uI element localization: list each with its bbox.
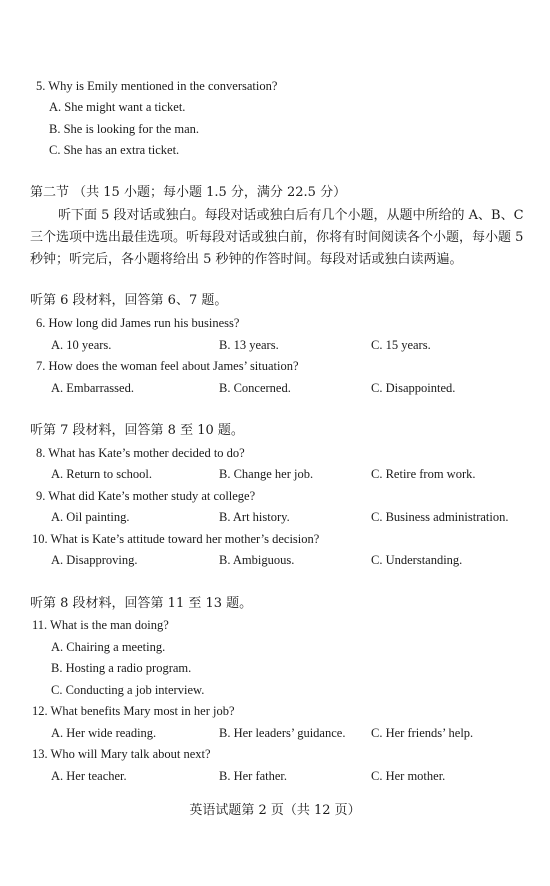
- material-8-intro: 听第 8 段材料，回答第 11 至 13 题。: [30, 596, 253, 611]
- q5-option-c: C. She has an extra ticket.: [49, 143, 180, 157]
- q9-option-b: B. Art history.: [219, 510, 290, 524]
- q13-option-c: C. Her mother.: [371, 769, 446, 783]
- section-heading: 第二节 （共 15 小题；每小题 1.5 分，满分 22.5 分）: [30, 185, 347, 200]
- section-instructions-line-1: 听下面 5 段对话或独白。每段对话或独白后有几个小题，从题中所给的 A、B、C: [58, 208, 524, 223]
- q9-question: 9. What did Kate’s mother study at college?: [36, 489, 256, 503]
- q9-option-c: C. Business administration.: [371, 510, 509, 524]
- q8-option-b: B. Change her job.: [219, 467, 314, 481]
- q7-question: 7. How does the woman feel about James’ situation?: [36, 359, 299, 373]
- q7-option-b: B. Concerned.: [219, 381, 291, 395]
- q7-option-c: C. Disappointed.: [371, 381, 456, 395]
- page-footer: 英语试题第 2 页（共 12 页）: [189, 803, 361, 818]
- q6-option-c: C. 15 years.: [371, 338, 431, 352]
- q6-option-b: B. 13 years.: [219, 338, 279, 352]
- q11-option-a: A. Chairing a meeting.: [51, 640, 166, 654]
- q5-question: 5. Why is Emily mentioned in the conversation?: [36, 79, 278, 93]
- q11-option-c: C. Conducting a job interview.: [51, 683, 205, 697]
- q10-question: 10. What is Kate’s attitude toward her mother’s decision?: [32, 532, 320, 546]
- q10-option-a: A. Disapproving.: [51, 553, 138, 567]
- q5-option-a: A. She might want a ticket.: [49, 100, 186, 114]
- q8-option-a: A. Return to school.: [51, 467, 153, 481]
- q10-option-c: C. Understanding.: [371, 553, 463, 567]
- section-instructions-line-3: 秒钟；听完后，各小题将给出 5 秒钟的作答时间。每段对话或独白读两遍。: [30, 252, 463, 267]
- q12-option-c: C. Her friends’ help.: [371, 726, 474, 740]
- q11-question: 11. What is the man doing?: [32, 618, 169, 632]
- q7-option-a: A. Embarrassed.: [51, 381, 134, 395]
- section-instructions-line-2: 三个选项中选出最佳选项。听每段对话或独白前，你将有时间阅读各个小题，每小题 5: [30, 230, 524, 245]
- q9-option-a: A. Oil painting.: [51, 510, 130, 524]
- q13-option-b: B. Her father.: [219, 769, 288, 783]
- q11-option-b: B. Hosting a radio program.: [51, 661, 192, 675]
- q6-option-a: A. 10 years.: [51, 338, 112, 352]
- q10-option-b: B. Ambiguous.: [219, 553, 295, 567]
- q8-option-c: C. Retire from work.: [371, 467, 476, 481]
- q13-question: 13. Who will Mary talk about next?: [32, 747, 211, 761]
- q13-option-a: A. Her teacher.: [51, 769, 127, 783]
- q5-option-b: B. She is looking for the man.: [49, 122, 199, 136]
- material-6-intro: 听第 6 段材料，回答第 6、7 题。: [30, 293, 228, 308]
- q12-option-a: A. Her wide reading.: [51, 726, 157, 740]
- q12-option-b: B. Her leaders’ guidance.: [219, 726, 346, 740]
- q6-question: 6. How long did James run his business?: [36, 316, 240, 330]
- material-7-intro: 听第 7 段材料，回答第 8 至 10 题。: [30, 423, 244, 438]
- q12-question: 12. What benefits Mary most in her job?: [32, 704, 235, 718]
- q8-question: 8. What has Kate’s mother decided to do?: [36, 446, 245, 460]
